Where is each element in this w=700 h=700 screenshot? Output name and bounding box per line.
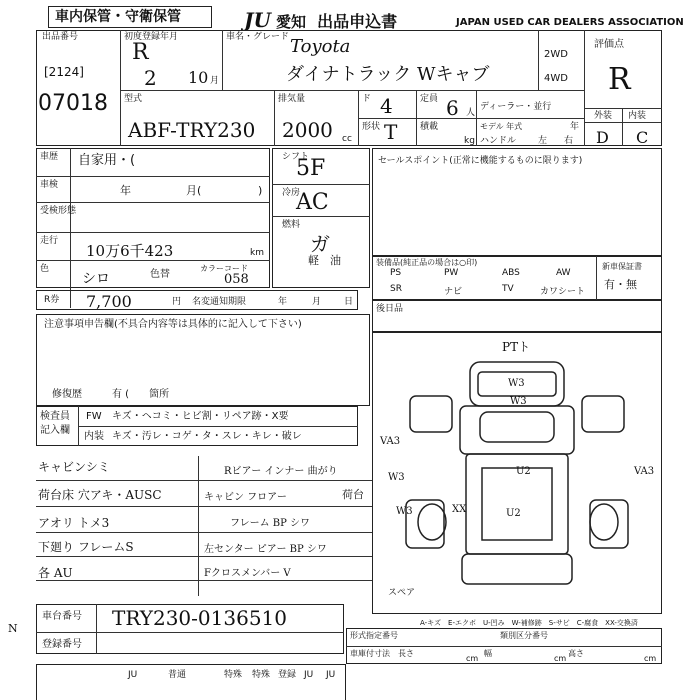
dimensions-label: 車庫付寸法	[350, 649, 390, 658]
model-label: 型式	[124, 94, 143, 104]
divider	[622, 108, 623, 146]
association-name: JAPAN USED CAR DEALERS ASSOCIATION	[456, 17, 684, 28]
damage-legend: A-キズ E-エクボ U-凹み W-補修跡 S-サビ C-腐食 XX-交換済	[420, 619, 638, 627]
note-line: 荷台	[342, 488, 364, 501]
length-label: 長さ	[398, 649, 414, 658]
width-unit: cm	[554, 654, 567, 663]
logo-text: 愛知	[276, 13, 307, 31]
divider	[596, 256, 597, 300]
divider	[120, 90, 584, 91]
drive-4wd: 4WD	[544, 73, 568, 84]
carname-value: Toyota	[290, 36, 351, 57]
note-line: フレーム BP シワ	[230, 518, 311, 529]
mileage-value: 10万6千423	[86, 242, 174, 260]
divider	[358, 118, 584, 119]
load-label: 積載	[420, 122, 439, 132]
divider	[96, 604, 97, 654]
divider	[272, 184, 370, 185]
divider	[36, 532, 372, 533]
shape-label: 形状	[362, 122, 381, 132]
notes-label: 注意事項申告欄(不具合内容等は具体的に記入して下さい)	[44, 319, 302, 330]
inspection-close: )	[258, 184, 263, 197]
model-year-unit: 年	[570, 122, 580, 132]
recycle-label: R券	[44, 295, 60, 305]
registration-month-unit: 月	[210, 76, 220, 86]
fuel-label: 燃料	[282, 220, 301, 230]
notice-year: 年	[278, 297, 288, 307]
bottom-code: JU	[128, 670, 138, 680]
shape-value: T	[384, 120, 398, 144]
divider	[222, 30, 223, 90]
inspection-label: 車検	[40, 180, 59, 190]
note-line: 荷台床 穴アキ・AUSC	[38, 488, 162, 502]
divider	[70, 148, 71, 308]
damage-mark: VA3	[380, 436, 401, 447]
damage-mark: W3	[508, 378, 525, 389]
divider	[36, 202, 270, 203]
model-value: ABF-TRY230	[128, 118, 256, 142]
damage-mark: W3	[510, 396, 527, 407]
bottom-code: 特殊	[224, 670, 243, 680]
chassis-value: TRY230-0136510	[112, 606, 287, 630]
doors-value: 4	[380, 94, 393, 118]
divider	[36, 580, 372, 581]
divider	[36, 232, 270, 233]
handle-label: ハンドル	[480, 136, 517, 146]
registration-label: 初度登録年月	[124, 32, 179, 42]
history-label: 車歴	[40, 152, 59, 162]
damage-mark: W3	[388, 472, 405, 483]
ju-logo	[244, 8, 397, 32]
shift-value: 5F	[296, 156, 326, 181]
height-unit: cm	[644, 654, 657, 663]
equipment-label: 装備品(純正品の場合は○印)	[376, 258, 478, 267]
divider	[584, 108, 662, 109]
height-label: 高さ	[568, 649, 584, 658]
equip-abs[interactable]: ABS	[502, 268, 520, 278]
carname-label: 車名・グレード	[226, 32, 290, 42]
chassis-label: 車台番号	[42, 611, 82, 622]
lot-code: [2124]	[44, 65, 84, 79]
equip-tv[interactable]: TV	[502, 284, 514, 294]
mileage-unit: km	[250, 248, 264, 258]
note-line: キャビン フロアー	[204, 492, 287, 503]
attachments-box	[372, 300, 662, 332]
spare-label: スペア	[388, 588, 416, 598]
inspection-year: 年	[120, 184, 131, 197]
recycle-unit: 円	[172, 297, 182, 307]
seats-label: 定員	[420, 94, 439, 104]
bottom-code: JU	[304, 670, 314, 680]
new-car-warranty-label: 新車保証書	[602, 262, 642, 271]
note-line: Rビアー インナー 曲がり	[224, 466, 338, 477]
note-line: キャビンシミ	[38, 460, 110, 474]
diagram-top-label: PTト	[502, 340, 531, 354]
interior-check-label: 内装	[84, 431, 104, 442]
new-car-warranty-value: 有・無	[604, 278, 637, 291]
ac-label: 冷房	[282, 188, 301, 198]
storage-title-box	[48, 6, 212, 28]
light-oil-label: 軽 油	[308, 254, 341, 267]
dealer-label: ディーラー・並行	[480, 102, 552, 112]
displacement-value: 2000	[282, 118, 333, 142]
equip-sr[interactable]: SR	[390, 284, 402, 294]
divider	[120, 30, 121, 146]
format-label: 受検形態	[40, 206, 77, 216]
notice-month: 月	[312, 297, 322, 307]
interior-label: 内装	[628, 111, 647, 121]
color-code-value: 058	[224, 272, 249, 287]
divider	[36, 556, 372, 557]
damage-mark: U2	[506, 508, 521, 519]
color-value: シロ	[82, 271, 110, 287]
divider	[36, 176, 270, 177]
displacement-label: 排気量	[278, 94, 306, 104]
history-value: 自家用・(	[78, 153, 136, 168]
attachments-label: 後日品	[376, 304, 404, 314]
handle-right: 右	[564, 136, 574, 146]
note-line: 左センター ピアー BP シワ	[204, 544, 327, 555]
drive-2wd: 2WD	[544, 49, 568, 60]
handle-left: 左	[538, 136, 548, 146]
divider	[198, 456, 199, 596]
notice-day: 日	[344, 297, 354, 307]
notice-label: 名変通知期限	[192, 297, 247, 307]
shape-code-label: 形式指定番号	[350, 631, 398, 640]
registration-era: R	[132, 40, 149, 65]
exterior-label: 外装	[594, 111, 613, 121]
ac-value: AC	[296, 190, 329, 215]
inspector-label-1: 検査員	[40, 411, 70, 422]
lot-label: 出品番号	[42, 32, 79, 42]
divider	[274, 90, 275, 146]
equip-ps[interactable]: PS	[390, 268, 402, 278]
selling-points-label: セールスポイント(正常に機能するものに限ります)	[378, 156, 583, 166]
divider	[272, 216, 370, 217]
equip-navi[interactable]: ナビ	[444, 287, 463, 297]
equip-aw[interactable]: AW	[556, 268, 571, 278]
seats-value: 6	[446, 96, 459, 120]
load-unit: kg	[464, 136, 475, 146]
exterior-grade: D	[596, 128, 609, 147]
note-line: 各 AU	[38, 566, 73, 580]
registration-year: 2	[144, 66, 157, 90]
bottom-code: 特殊	[252, 670, 271, 680]
damage-mark: XX	[452, 504, 467, 515]
repair-label: 修復歴	[52, 389, 82, 400]
repair-value: 有 ( 箇所	[112, 389, 170, 400]
width-label: 幅	[484, 649, 492, 658]
carname-grade: ダイナトラック Wキャブ	[286, 64, 490, 85]
registration-month: 10	[188, 68, 209, 87]
divider	[36, 506, 372, 507]
model-year-label: モデル 年式	[480, 122, 523, 131]
seats-unit: 人	[466, 108, 476, 118]
note-line: Fクロスメンバー V	[204, 568, 291, 579]
class-code-label: 類別区分番号	[500, 631, 548, 640]
displacement-unit: cc	[342, 134, 352, 144]
bottom-code: JU	[326, 670, 336, 680]
equip-seat[interactable]: カワシート	[540, 287, 586, 297]
registration-number-label: 登録番号	[42, 639, 82, 650]
damage-mark: U2	[516, 466, 531, 477]
interior-grade: C	[636, 128, 649, 147]
logo-mark: JU	[244, 8, 271, 32]
fuel-value: ガ	[310, 232, 330, 256]
divider	[36, 632, 344, 633]
divider	[584, 122, 662, 123]
form-title: 出品申込書	[317, 12, 398, 31]
divider	[78, 426, 358, 427]
inspector-label-2: 記入欄	[40, 425, 70, 436]
grade-label: 評価点	[594, 39, 624, 50]
equip-pw[interactable]: PW	[444, 268, 459, 278]
grade-value: R	[608, 62, 631, 97]
shift-label: シフト	[282, 152, 310, 162]
color-label: 色	[40, 264, 50, 274]
color-change-label: 色替	[150, 269, 170, 280]
note-line: アオリ トメ3	[38, 516, 110, 530]
length-unit: cm	[466, 654, 479, 663]
divider	[538, 30, 539, 90]
margin-note: N	[8, 622, 18, 635]
bottom-code: 普通	[168, 670, 187, 680]
divider	[36, 480, 372, 481]
bottom-code: 登録	[278, 670, 297, 680]
fw-items: キズ・ヘコミ・ヒビ割・リペア跡・X要	[112, 411, 289, 422]
storage-title: 車内保管・守衛保管	[55, 9, 181, 25]
inspection-month: 月(	[186, 184, 202, 197]
recycle-value: 7,700	[86, 292, 132, 311]
mileage-label: 走行	[40, 236, 59, 246]
lot-number: 07018	[38, 91, 108, 116]
interior-check-items: キズ・汚レ・コゲ・タ・スレ・キレ・破レ	[112, 431, 302, 442]
damage-mark: VA3	[634, 466, 655, 477]
bottom-strip	[36, 664, 346, 700]
divider	[584, 30, 585, 146]
note-line: 下廻り フレームS	[38, 540, 134, 554]
fw-label: FW	[86, 411, 102, 422]
damage-mark: W3	[396, 506, 413, 517]
color-code-label: カラーコード	[200, 264, 248, 273]
divider	[346, 646, 662, 647]
doors-label: ド	[362, 94, 372, 104]
